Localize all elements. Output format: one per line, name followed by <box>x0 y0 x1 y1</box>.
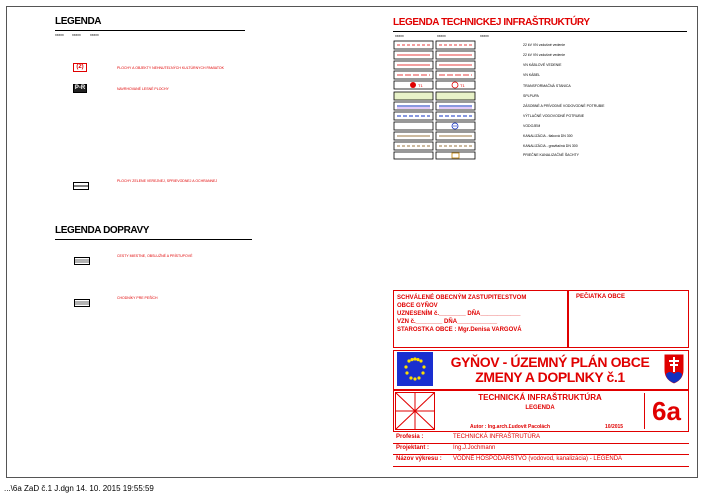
transport-item-text: CHODNÍKY PRE PEŠÍCH <box>117 296 158 300</box>
infra-row-label: 22 kV VN vzdušné vedenie <box>523 43 566 47</box>
project-title-line: ZMENY A DOPLNKY č.1 <box>475 369 625 385</box>
forest-symbol-text: P-R <box>74 85 86 91</box>
monument-symbol-text: (2) <box>76 64 84 70</box>
sidewalk-symbol <box>74 294 90 302</box>
legend-col-label: xxxxx <box>72 33 81 37</box>
sheet-number-box <box>644 393 688 429</box>
drawing-date: 10/2015 <box>605 424 624 430</box>
legend-underline <box>55 30 245 31</box>
drawing-subtitle: TECHNICKÁ INFRAŠTRUKTÚRA <box>478 393 602 402</box>
approval-line: SCHVÁLENÉ OBECNÝM ZASTUPITEĽSTVOM <box>397 295 527 301</box>
info-divider <box>393 454 689 455</box>
greenery-symbol <box>73 177 89 185</box>
substation-marker: T1 <box>460 83 465 88</box>
legend-item-text: PLOCHY ZELENE VEREJNEJ, SPRIEVODNEJ A OCHRANNEJ <box>117 179 218 183</box>
monument-symbol <box>73 63 87 72</box>
infra-legend-underline <box>393 31 687 32</box>
infra-col-label: xxxxx <box>437 34 446 38</box>
drawing-symbol-icon <box>395 392 435 430</box>
profesia-value: TECHNICKÁ INFRAŠTRUTÚRA <box>453 434 541 440</box>
approval-line: STAROSTKA OBCE : Mgr.Denisa VARGOVÁ <box>397 327 522 333</box>
legend-item-text: NAVRHOVANÉ LESNÉ PLOCHY <box>117 87 169 91</box>
info-divider <box>393 443 689 444</box>
transport-item-text: CESTY MIESTNE, OBSLUŽNÉ A PRÍSTUPOVÉ <box>117 254 193 258</box>
profesia-label: Profesia : <box>396 434 424 440</box>
slovak-coat-of-arms-icon <box>662 352 686 386</box>
infra-row-label: SPLPUPA <box>523 94 539 98</box>
projektant-label: Projektant : <box>396 445 430 451</box>
projektant-value: Ing.J.Jochmann <box>453 445 496 451</box>
infra-row-label: VN KÁBEL <box>523 73 541 77</box>
transport-legend-title: LEGENDA DOPRAVY <box>55 225 150 236</box>
infra-row-label: ZÁSOBNÉ A PRÍVODNÉ VODOVODNÉ POTRUBIE <box>523 104 605 108</box>
info-box <box>393 432 689 468</box>
infra-row-label: PRIEČNE KANALIZAČNÉ ŠACHTY <box>523 153 580 157</box>
forest-symbol <box>73 84 87 93</box>
legend-col-label: xxxxx <box>55 33 64 37</box>
author: Autor : Ing.arch.Ľudovít Pacolách <box>470 424 551 430</box>
infra-row-label: VÝTLAČNÉ VODOVODNÉ POTRUBIE <box>523 114 585 118</box>
legend-title: LEGENDA <box>55 16 102 27</box>
approval-line: UZNESENÍM č.________ DŇA____________ <box>397 311 521 317</box>
sheet-number: 6a <box>652 396 681 426</box>
approval-line: VZN č.________ DŇA____________ <box>397 319 498 325</box>
substation-marker: T1 <box>418 83 423 88</box>
infra-row-label: TRANSFORMAČNÁ STANICA <box>523 84 571 88</box>
project-title-line: GYŇOV - ÚZEMNÝ PLÁN OBCE <box>450 354 650 370</box>
infra-legend-title: LEGENDA TECHNICKEJ INFRAŠTRUKTÚRY <box>393 17 590 28</box>
status-bar: ...\6a ZaD č.1 J.dgn 14. 10. 2015 19:55:59 <box>0 480 704 498</box>
approval-line: OBCE GYŇOV <box>397 303 438 309</box>
transport-legend-underline <box>55 239 252 240</box>
infra-symbol-grid <box>393 40 519 160</box>
nazov-label: Názov výkresu : <box>396 456 442 462</box>
info-divider <box>393 466 689 467</box>
infra-col-label: xxxxx <box>480 34 489 38</box>
infra-row-label: KANALIZÁCIA - tlaková DN 300 <box>523 134 573 138</box>
infra-col-label: xxxxx <box>395 34 404 38</box>
road-symbol <box>74 252 90 260</box>
legend-item-text: PLOCHY A OBJEKTY NEHNUTEĽNÝCH KULTÚRNYCH PAMIATOK <box>117 66 224 70</box>
drawing-subtitle2: LEGENDA <box>525 405 555 411</box>
eu-flag-icon <box>397 352 433 386</box>
project-title <box>440 355 660 385</box>
infra-row-label: 22 kV VN vzdušné vedenie <box>523 53 566 57</box>
legend-col-label: xxxxx <box>90 33 99 37</box>
infra-row-label: VODOJEM <box>523 124 541 128</box>
infra-row-label: VN KÁBLOVÉ VEDENIE <box>523 63 562 67</box>
nazov-value: VODNÉ HOSPODÁRSTVO (vodovod, kanalizácia) - LEGENDA <box>453 456 623 462</box>
stamp-label: PEČIATKA OBCE <box>576 294 626 300</box>
approval-text <box>397 294 526 334</box>
infra-row-label: KANALIZÁCIA - gravitačná DN 300 <box>523 144 578 148</box>
